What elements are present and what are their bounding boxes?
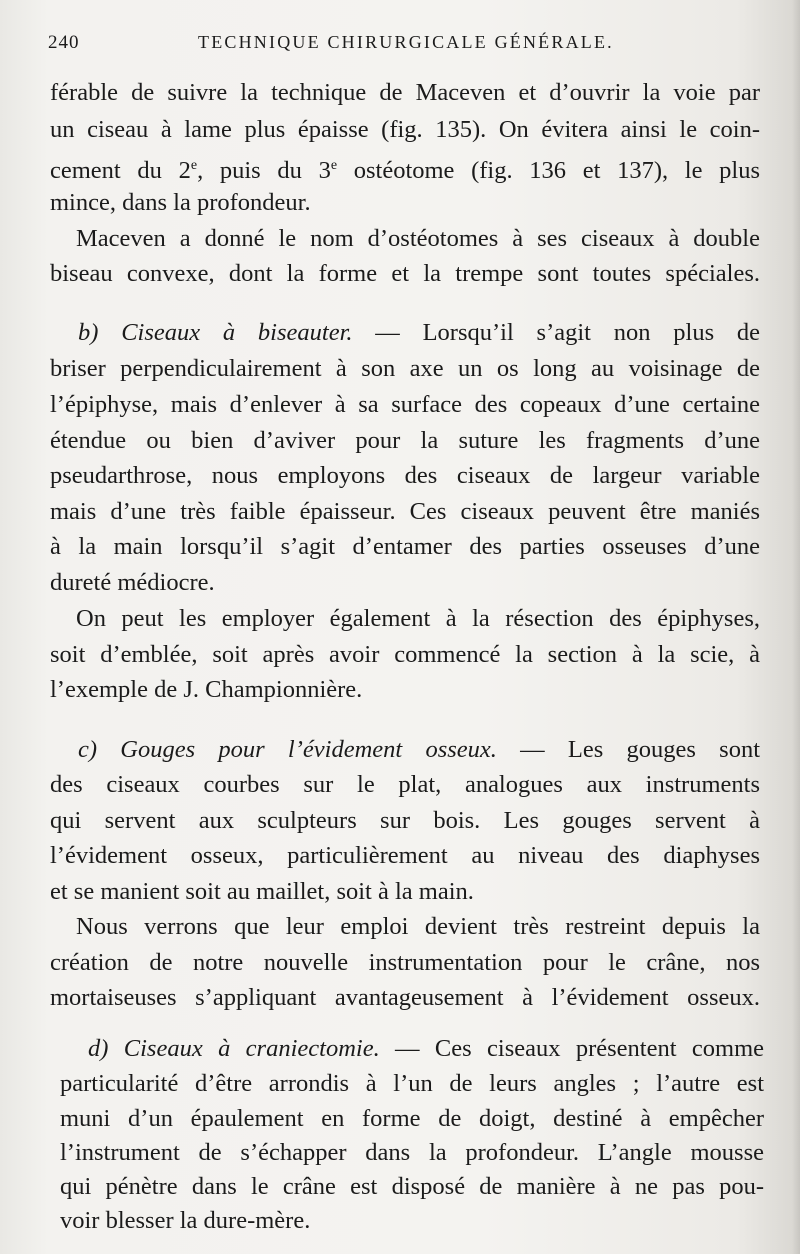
text-line: étendue ou bien d’aviver pour la suture les fragments d’une <box>50 427 760 454</box>
text-line: particularité d’être arrondis à l’un de leurs angles ; l’autre est <box>60 1070 764 1097</box>
text-line: mais d’une très faible épaisseur. Ces ciseaux peuvent être maniés <box>50 498 760 525</box>
text-line: mortaiseuses s’appliquant avantageusement à l’évidement osseux. <box>50 984 760 1011</box>
page-number: 240 <box>48 32 80 53</box>
text-line: mince, dans la profondeur. <box>50 189 311 216</box>
text-line: l’épiphyse, mais d’enlever à sa surface des copeaux d’une certaine <box>50 391 760 418</box>
text-line: briser perpendiculairement à son axe un os long au voisinage de <box>50 355 760 382</box>
page-edge-shadow <box>792 0 800 1254</box>
text-line: des ciseaux courbes sur le plat, analogues aux instruments <box>50 771 760 798</box>
text-line: biseau convexe, dont la forme et la trempe sont toutes spéciales. <box>50 260 760 287</box>
page-header <box>48 32 752 58</box>
text-line: qui servent aux sculpteurs sur bois. Les gouges servent à <box>50 807 760 834</box>
text-line: férable de suivre la technique de Maceven et d’ouvrir la voie par <box>50 79 760 106</box>
text-line: pseudarthrose, nous employons des ciseaux de largeur variable <box>50 462 760 489</box>
text-line: On peut les employer également à la résection des épiphyses, <box>76 605 760 632</box>
text-line: un ciseau à lame plus épaisse (fig. 135). On évitera ainsi le coin- <box>50 116 760 143</box>
text-line: Maceven a donné le nom d’ostéotomes à ses ciseaux à double <box>76 225 760 252</box>
section-heading-c: c) Gouges pour l’évidement osseux. — Les gouges sont <box>78 736 760 763</box>
text-line: soit d’emblée, soit après avoir commencé la section à la scie, à <box>50 641 760 668</box>
text-line: à la main lorsqu’il s’agit d’entamer des parties osseuses d’une <box>50 533 760 560</box>
section-heading-d: d) Ciseaux à craniectomie. — Ces ciseaux présentent comme <box>88 1035 764 1062</box>
text-line: et se manient soit au maillet, soit à la main. <box>50 878 474 905</box>
text-line: muni d’un épaulement en forme de doigt, destiné à empêcher <box>60 1105 764 1132</box>
text-line: qui pénètre dans le crâne est disposé de manière à ne pas pou- <box>60 1173 764 1200</box>
text-line: création de notre nouvelle instrumentation pour le crâne, nos <box>50 949 760 976</box>
text-line: l’instrument de s’échapper dans la profondeur. L’angle mousse <box>60 1139 764 1166</box>
text-line: voir blesser la dure-mère. <box>60 1207 311 1234</box>
text-line: l’exemple de J. Championnière. <box>50 676 363 703</box>
section-heading-b: b) Ciseaux à biseauter. — Lorsqu’il s’agit non plus de <box>78 319 761 346</box>
text-line: l’évidement osseux, particulièrement au niveau des diaphyses <box>50 842 760 869</box>
running-title: TECHNIQUE CHIRURGICALE GÉNÉRALE. <box>198 32 614 52</box>
text-line: Nous verrons que leur emploi devient très restreint depuis la <box>76 913 760 940</box>
text-line-superscripts: cement du 2e, puis du 3e ostéotome (fig. 136 et 137), le plus <box>50 157 760 185</box>
text-line: dureté médiocre. <box>50 569 215 596</box>
